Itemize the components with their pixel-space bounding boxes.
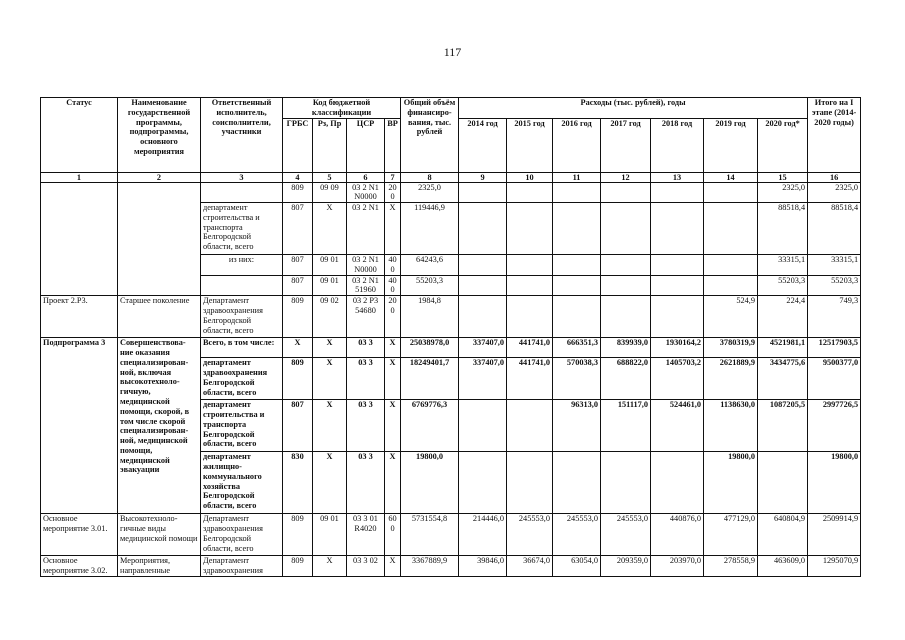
- header-total: Общий объём финансиро-вания, тыс. рублей: [401, 98, 459, 173]
- cell-stage-total: 88518,4: [808, 203, 861, 255]
- cell-2014: [459, 296, 507, 338]
- cell-rzpr: Х: [313, 400, 347, 452]
- col-num: 8: [401, 172, 459, 182]
- cell-vr: 400: [385, 275, 401, 296]
- cell-2015: [507, 275, 553, 296]
- cell-2018: [651, 296, 704, 338]
- cell-2016: [553, 275, 601, 296]
- cell-stage-total: 9500377,0: [808, 358, 861, 400]
- header-year-2017: 2017 год: [601, 118, 651, 172]
- cell-2020: 463609,0: [758, 556, 808, 577]
- cell-2020: 55203,3: [758, 275, 808, 296]
- cell-grbs: 809: [283, 358, 313, 400]
- cell-executor: Всего, в том числе:: [201, 338, 283, 358]
- cell-grbs: 807: [283, 203, 313, 255]
- cell-2016: [553, 182, 601, 203]
- cell-2019: 524,9: [704, 296, 758, 338]
- cell-rzpr: Х: [313, 556, 347, 577]
- cell-rzpr: 09 09: [313, 182, 347, 203]
- cell-2014: [459, 400, 507, 452]
- page-number: 117: [443, 45, 462, 59]
- header-csr: ЦСР: [347, 118, 385, 172]
- header-grbs: ГРБС: [283, 118, 313, 172]
- cell-name: Совершенствова-ние оказания специализирован-ной, включая высокотехноло-гичную, медицинской помощи, скорой, в том числе скорой специализирован-ной, медицинской помощи, медицинской эвакуации: [118, 338, 201, 514]
- cell-2019: [704, 182, 758, 203]
- cell-2018: 203970,0: [651, 556, 704, 577]
- cell-executor: из них:: [201, 255, 283, 276]
- table-row: [41, 182, 861, 203]
- cell-2017: [601, 452, 651, 514]
- cell-2018: [651, 255, 704, 276]
- cell-2019: 477129,0: [704, 514, 758, 556]
- col-num: 16: [808, 172, 861, 182]
- header-row-1: [41, 98, 861, 119]
- cell-2015: [507, 452, 553, 514]
- cell-total: 1984,8: [401, 296, 459, 338]
- cell-total: 18249401,7: [401, 358, 459, 400]
- cell-2016: 666351,3: [553, 338, 601, 358]
- cell-2020: 33315,1: [758, 255, 808, 276]
- cell-name: Высокотехноло-гичные виды медицинской помощи: [118, 514, 201, 556]
- cell-executor: департамент строительства и транспорта Белгородской области, всего: [201, 400, 283, 452]
- cell-status: Основное мероприятие 3.01.: [41, 514, 118, 556]
- cell-2020: 2325,0: [758, 182, 808, 203]
- cell-2015: 441741,0: [507, 338, 553, 358]
- cell-stage-total: 19800,0: [808, 452, 861, 514]
- cell-stage-total: 1295070,9: [808, 556, 861, 577]
- col-num: 9: [459, 172, 507, 182]
- col-num: 14: [704, 172, 758, 182]
- cell-name: [118, 182, 201, 296]
- cell-csr: 03 2 N1 N0000: [347, 255, 385, 276]
- cell-2016: [553, 255, 601, 276]
- cell-stage-total: 2325,0: [808, 182, 861, 203]
- cell-executor: Департамент здравоохранения Белгородской области, всего: [201, 514, 283, 556]
- cell-executor: департамент здравоохранения Белгородской области, всего: [201, 358, 283, 400]
- cell-2017: 209359,0: [601, 556, 651, 577]
- cell-executor: Департамент здравоохранения: [201, 556, 283, 577]
- cell-stage-total: 33315,1: [808, 255, 861, 276]
- cell-2017: [601, 182, 651, 203]
- cell-2020: 1087205,5: [758, 400, 808, 452]
- cell-2020: 4521981,1: [758, 338, 808, 358]
- col-num: 13: [651, 172, 704, 182]
- header-rzpr: Рз, Пр: [313, 118, 347, 172]
- cell-executor: [201, 275, 283, 296]
- cell-csr: 03 2 N1 51960: [347, 275, 385, 296]
- cell-2019: [704, 275, 758, 296]
- cell-rzpr: Х: [313, 452, 347, 514]
- cell-total: 55203,3: [401, 275, 459, 296]
- cell-2020: 640804,9: [758, 514, 808, 556]
- cell-2016: [553, 203, 601, 255]
- cell-2018: [651, 203, 704, 255]
- cell-csr: 03 3: [347, 358, 385, 400]
- col-num: 7: [385, 172, 401, 182]
- cell-total: 119446,9: [401, 203, 459, 255]
- cell-2014: 214446,0: [459, 514, 507, 556]
- col-num: 10: [507, 172, 553, 182]
- header-year-2018: 2018 год: [651, 118, 704, 172]
- cell-executor: департамент жилищно-коммунального хозяйства Белгородской области, всего: [201, 452, 283, 514]
- cell-2019: 1138630,0: [704, 400, 758, 452]
- cell-2017: 839939,0: [601, 338, 651, 358]
- cell-2020: [758, 452, 808, 514]
- cell-2014: [459, 182, 507, 203]
- cell-csr: 03 3 02: [347, 556, 385, 577]
- cell-grbs: 809: [283, 514, 313, 556]
- cell-2017: [601, 275, 651, 296]
- header-stage-total: Итого на I этапе (2014-2020 годы): [808, 98, 861, 173]
- cell-2019: 3780319,9: [704, 338, 758, 358]
- table-row: [41, 514, 861, 556]
- header-year-2014: 2014 год: [459, 118, 507, 172]
- cell-executor: [201, 182, 283, 203]
- cell-2016: [553, 296, 601, 338]
- table-row: [41, 296, 861, 338]
- cell-name: Старшее поколение: [118, 296, 201, 338]
- cell-stage-total: 12517903,5: [808, 338, 861, 358]
- cell-csr: 03 3: [347, 400, 385, 452]
- col-num: 1: [41, 172, 118, 182]
- col-num: 12: [601, 172, 651, 182]
- header-executor: Ответственный исполнитель, соисполнители, участники: [201, 98, 283, 173]
- cell-csr: 03 2 N1 N0000: [347, 182, 385, 203]
- cell-2014: 337407,0: [459, 358, 507, 400]
- cell-grbs: 809: [283, 556, 313, 577]
- cell-2015: [507, 400, 553, 452]
- cell-2019: [704, 203, 758, 255]
- cell-2015: 245553,0: [507, 514, 553, 556]
- cell-vr: 400: [385, 255, 401, 276]
- header-vr: ВР: [385, 118, 401, 172]
- cell-vr: Х: [385, 203, 401, 255]
- budget-table: [40, 97, 861, 577]
- cell-vr: 200: [385, 296, 401, 338]
- col-num: 3: [201, 172, 283, 182]
- cell-2020: 3434775,6: [758, 358, 808, 400]
- cell-csr: 03 2 Р3 54680: [347, 296, 385, 338]
- cell-2014: 337407,0: [459, 338, 507, 358]
- cell-status: Подпрограмма 3: [41, 338, 118, 514]
- cell-2018: 1930164,2: [651, 338, 704, 358]
- cell-executor: Департамент здравоохранения Белгородской области, всего: [201, 296, 283, 338]
- table-row: [41, 556, 861, 577]
- cell-status: [41, 182, 118, 296]
- cell-2015: [507, 296, 553, 338]
- col-num: 2: [118, 172, 201, 182]
- header-expenses: Расходы (тыс. рублей), годы: [459, 98, 808, 119]
- cell-2014: [459, 255, 507, 276]
- cell-rzpr: 09 02: [313, 296, 347, 338]
- cell-rzpr: Х: [313, 338, 347, 358]
- cell-executor: департамент строительства и транспорта Белгородской области, всего: [201, 203, 283, 255]
- cell-2016: 63054,0: [553, 556, 601, 577]
- cell-grbs: Х: [283, 338, 313, 358]
- header-year-2015: 2015 год: [507, 118, 553, 172]
- cell-grbs: 809: [283, 182, 313, 203]
- cell-vr: 600: [385, 514, 401, 556]
- cell-rzpr: 09 01: [313, 255, 347, 276]
- cell-stage-total: 2997726,5: [808, 400, 861, 452]
- col-num: 4: [283, 172, 313, 182]
- cell-grbs: 807: [283, 255, 313, 276]
- cell-2018: [651, 182, 704, 203]
- cell-2019: 19800,0: [704, 452, 758, 514]
- cell-2017: 688822,0: [601, 358, 651, 400]
- cell-2016: 96313,0: [553, 400, 601, 452]
- cell-vr: Х: [385, 358, 401, 400]
- header-year-2016: 2016 год: [553, 118, 601, 172]
- cell-csr: 03 2 N1: [347, 203, 385, 255]
- cell-2020: 88518,4: [758, 203, 808, 255]
- cell-2016: 245553,0: [553, 514, 601, 556]
- cell-vr: Х: [385, 556, 401, 577]
- cell-stage-total: 55203,3: [808, 275, 861, 296]
- cell-2016: [553, 452, 601, 514]
- cell-stage-total: 2509914,9: [808, 514, 861, 556]
- cell-name: Мероприятия, направленные: [118, 556, 201, 577]
- cell-2015: [507, 203, 553, 255]
- cell-csr: 03 3: [347, 338, 385, 358]
- cell-2018: 440876,0: [651, 514, 704, 556]
- cell-total: 2325,0: [401, 182, 459, 203]
- cell-2015: 441741,0: [507, 358, 553, 400]
- cell-2018: [651, 452, 704, 514]
- cell-2017: 151117,0: [601, 400, 651, 452]
- header-year-2020: 2020 год*: [758, 118, 808, 172]
- col-num: 11: [553, 172, 601, 182]
- cell-rzpr: 09 01: [313, 514, 347, 556]
- header-status: Статус: [41, 98, 118, 173]
- cell-vr: 200: [385, 182, 401, 203]
- cell-2017: [601, 203, 651, 255]
- cell-grbs: 807: [283, 400, 313, 452]
- cell-total: 3367889,9: [401, 556, 459, 577]
- cell-2017: [601, 296, 651, 338]
- table-row: [41, 338, 861, 358]
- cell-2017: 245553,0: [601, 514, 651, 556]
- cell-2017: [601, 255, 651, 276]
- cell-csr: 03 3 01 R4020: [347, 514, 385, 556]
- column-number-row: [41, 172, 861, 182]
- cell-grbs: 830: [283, 452, 313, 514]
- cell-2018: 524461,0: [651, 400, 704, 452]
- header-year-2019: 2019 год: [704, 118, 758, 172]
- cell-rzpr: 09 01: [313, 275, 347, 296]
- cell-2019: [704, 255, 758, 276]
- cell-2014: 39846,0: [459, 556, 507, 577]
- cell-grbs: 807: [283, 275, 313, 296]
- cell-grbs: 809: [283, 296, 313, 338]
- cell-2014: [459, 452, 507, 514]
- cell-2016: 570038,3: [553, 358, 601, 400]
- cell-vr: Х: [385, 400, 401, 452]
- cell-total: 64243,6: [401, 255, 459, 276]
- cell-total: 19800,0: [401, 452, 459, 514]
- col-num: 15: [758, 172, 808, 182]
- cell-status: Проект 2.Р3.: [41, 296, 118, 338]
- cell-status: Основное мероприятие 3.02.: [41, 556, 118, 577]
- cell-total: 25038978,0: [401, 338, 459, 358]
- header-budget-code: Код бюджетной классификации: [283, 98, 401, 119]
- cell-2014: [459, 203, 507, 255]
- cell-2015: [507, 182, 553, 203]
- cell-2015: [507, 255, 553, 276]
- col-num: 6: [347, 172, 385, 182]
- cell-rzpr: Х: [313, 203, 347, 255]
- cell-stage-total: 749,3: [808, 296, 861, 338]
- cell-vr: Х: [385, 338, 401, 358]
- header-name: Наименование государственной программы, подпрограммы, основного мероприятия: [118, 98, 201, 173]
- cell-rzpr: Х: [313, 358, 347, 400]
- cell-2018: 1405703,2: [651, 358, 704, 400]
- cell-csr: 03 3: [347, 452, 385, 514]
- cell-2019: 278558,9: [704, 556, 758, 577]
- cell-2014: [459, 275, 507, 296]
- cell-total: 6769776,3: [401, 400, 459, 452]
- cell-total: 5731554,8: [401, 514, 459, 556]
- cell-2018: [651, 275, 704, 296]
- cell-2019: 2621889,9: [704, 358, 758, 400]
- cell-2020: 224,4: [758, 296, 808, 338]
- cell-vr: Х: [385, 452, 401, 514]
- col-num: 5: [313, 172, 347, 182]
- cell-2015: 36674,0: [507, 556, 553, 577]
